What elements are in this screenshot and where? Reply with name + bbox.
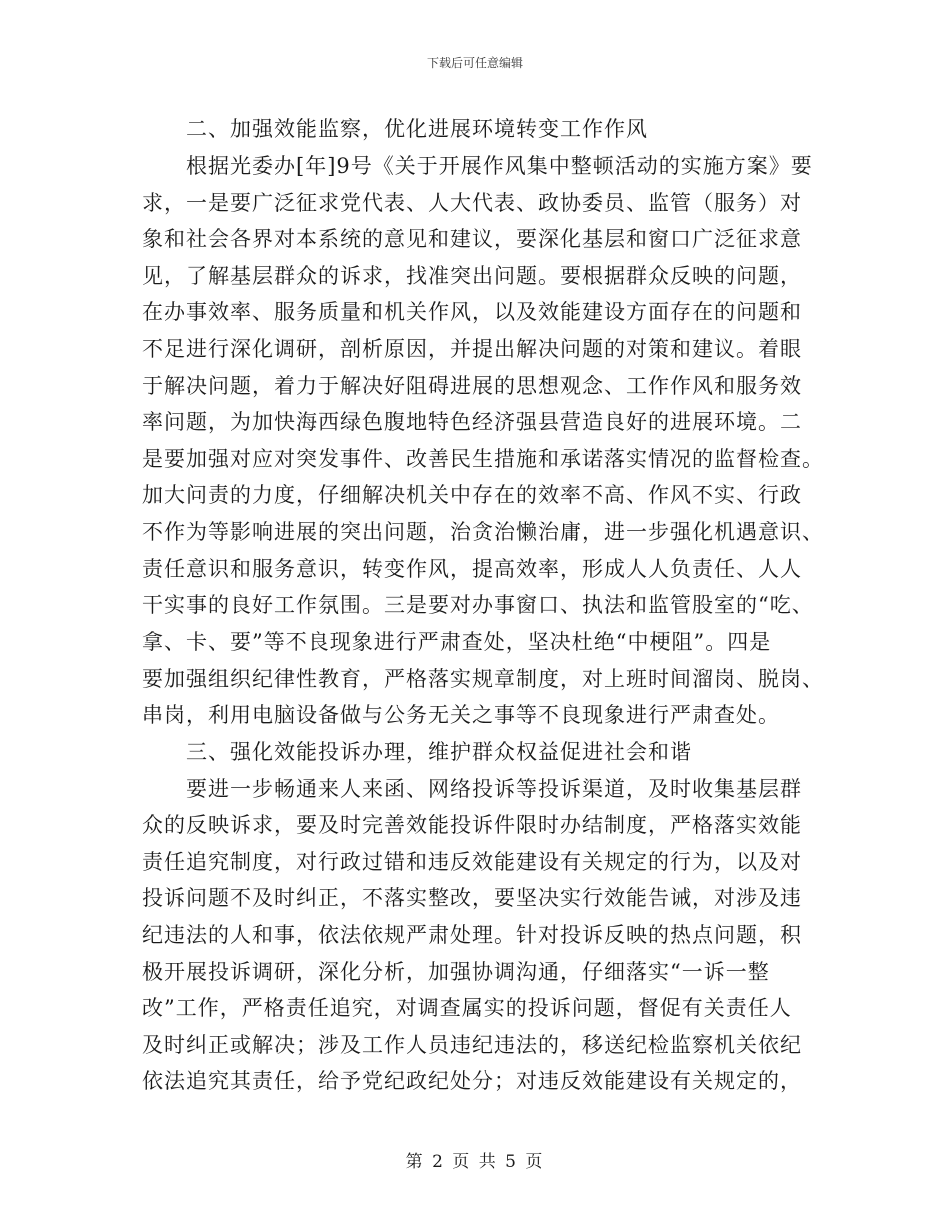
paragraph-line: 纪违法的人和事，依法依规严肃处理。针对投诉反映的热点问题，积 [142, 923, 802, 947]
paragraph-line: 不作为等影响进展的突出问题，治贪治懒治庸，进一步强化机遇意识、 [142, 520, 824, 544]
paragraph-line: 根据光委办[年]9号《关于开展作风集中整顿活动的实施方案》要 [186, 154, 813, 178]
paragraph-line: 要加强组织纪律性教育，严格落实规章制度，对上班时间溜岗、脱岗、 [142, 667, 824, 691]
paragraph-line: 率问题，为加快海西绿色腹地特色经济强县营造良好的进展环境。二 [142, 410, 802, 434]
paragraph-line: 干实事的良好工作氛围。三是要对办事窗口、执法和监管股室的“吃、 [142, 593, 814, 617]
paragraph-line: 要进一步畅通来人来函、网络投诉等投诉渠道，及时收集基层群 [186, 777, 802, 801]
section-heading-2: 二、加强效能监察，优化进展环境转变工作作风 [186, 117, 648, 141]
paragraph-line: 于解决问题，着力于解决好阻碍进展的思想观念、工作作风和服务效 [142, 374, 802, 398]
paragraph-line: 改”工作，严格责任追究，对调查属实的投诉问题，督促有关责任人 [142, 996, 792, 1020]
paragraph-line: 不足进行深化调研，剖析原因，并提出解决问题的对策和建议。着眼 [142, 337, 802, 361]
paragraph-line: 责任意识和服务意识，转变作风，提高效率，形成人人负责任、人人 [142, 557, 802, 581]
paragraph-line: 投诉问题不及时纠正，不落实整改，要坚决实行效能告诫，对涉及违 [142, 886, 802, 910]
paragraph-line: 求，一是要广泛征求党代表、人大代表、政协委员、监管（服务）对 [142, 191, 802, 215]
paragraph-line: 拿、卡、要”等不良现象进行严肃查处，坚决杜绝“中梗阻”。四是 [142, 630, 772, 654]
page-header: 下载后可任意编辑 [426, 56, 523, 70]
section-heading-3: 三、强化效能投诉办理，维护群众权益促进社会和谐 [186, 740, 692, 764]
paragraph-line: 象和社会各界对本系统的意见和建议，要深化基层和窗口广泛征求意 [142, 227, 802, 251]
paragraph-line: 加大问责的力度，仔细解决机关中存在的效率不高、作风不实、行政 [142, 483, 802, 507]
paragraph-line: 极开展投诉调研，深化分析，加强协调沟通，仔细落实“一诉一整 [142, 960, 770, 984]
paragraph-line: 见，了解基层群众的诉求，找准突出问题。要根据群众反映的问题， [142, 264, 802, 288]
paragraph-line: 是要加强对应对突发事件、改善民生措施和承诺落实情况的监督检查。 [142, 447, 824, 471]
page-footer: 第 2 页 共 5 页 [405, 1152, 545, 1172]
paragraph-line: 串岗，利用电脑设备做与公务无关之事等不良现象进行严肃查处。 [142, 703, 780, 727]
paragraph-line: 依法追究其责任，给予党纪政纪处分；对违反效能建设有关规定的， [142, 1069, 802, 1093]
paragraph-line: 众的反映诉求，要及时完善效能投诉件限时办结制度，严格落实效能 [142, 813, 802, 837]
paragraph-line: 责任追究制度，对行政过错和违反效能建设有关规定的行为，以及对 [142, 850, 802, 874]
paragraph-line: 在办事效率、服务质量和机关作风，以及效能建设方面存在的问题和 [142, 300, 802, 324]
paragraph-line: 及时纠正或解决；涉及工作人员违纪违法的，移送纪检监察机关依纪 [142, 1033, 802, 1057]
